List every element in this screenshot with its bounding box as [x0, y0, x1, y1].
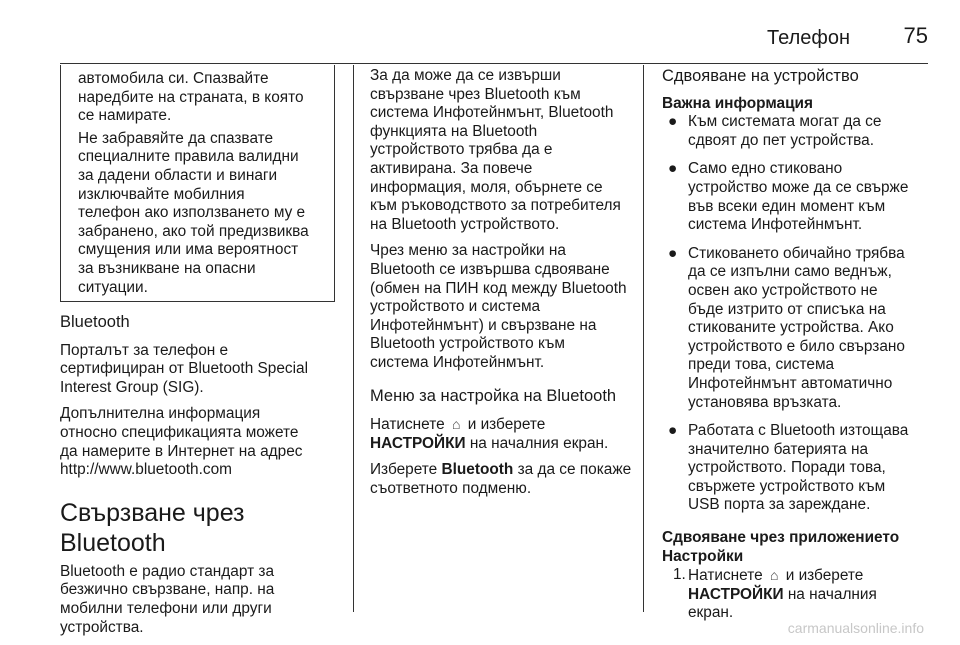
- watermark: carmanualsonline.info: [787, 620, 924, 636]
- bullet-icon: ●: [668, 160, 678, 178]
- column-3: [662, 67, 942, 623]
- list-item: ● Работата с Bluetooth изтощава значително батерията на устройството. Поради това, свържете устройството към USB порта за зареждане.: [668, 422, 909, 514]
- info-list: [662, 113, 942, 515]
- column-2: [370, 67, 640, 506]
- column-divider: [353, 65, 354, 612]
- bluetooth-paragraph: Порталът за телефон е сертифициран от Bluetooth Special Interest Group (SIG).: [60, 341, 309, 396]
- pairing-heading: Сдвояване на устройство: [662, 67, 859, 85]
- list-item: ● Стиковането обичайно трябва да се изпълни само веднъж, освен ако устройството не бъде изтрито от списъка на стикованите устройства. Ако устройството е било свързано преди това, система Инфотейнмънт автоматично установява връзката.: [668, 244, 905, 411]
- settings-label: НАСТРОЙКИ: [370, 434, 466, 452]
- list-item: ● Само едно стиковано устройство може да се свърже във всеки един момент към система Инфотейнмънт.: [668, 160, 909, 234]
- home-icon: ⌂: [451, 416, 461, 433]
- page-title: Телефон: [767, 27, 850, 49]
- app-pairing-heading: Сдвояване чрез приложението Настройки: [662, 529, 900, 565]
- settings-label: НАСТРОЙКИ: [688, 585, 784, 603]
- header-rule: [60, 63, 928, 64]
- bluetooth-info-paragraph: Допълнителна информация относно спецификацията можете да намерите в Интернет на адрес http://www.bluetooth.com: [60, 405, 345, 479]
- steps-list: [662, 566, 942, 623]
- warning-box: [60, 65, 335, 302]
- menu-heading: Меню за настройка на Bluetooth: [370, 386, 617, 405]
- column-divider: [643, 65, 644, 612]
- important-heading: Важна информация: [662, 94, 813, 112]
- bullet-icon: ●: [668, 244, 678, 262]
- list-item: ● Към системата могат да се сдвоят до пет устройства.: [668, 113, 882, 149]
- bluetooth-label: Bluetooth: [441, 461, 514, 479]
- step-number: 1.: [673, 566, 686, 584]
- connect-heading: Свързване чрез Bluetooth: [60, 498, 245, 557]
- page-number: 75: [903, 23, 928, 48]
- home-icon: ⌂: [769, 567, 779, 584]
- warning-paragraph: Не забравяйте да спазвате специалните правила валидни за дадени области и винаги изключвайте мобилния телефон ако използването му е забранено, ако той предизвиква смущения или има вероятност за възникване на опасни ситуации.: [78, 129, 309, 296]
- bullet-icon: ●: [668, 422, 678, 440]
- bluetooth-heading: Bluetooth: [60, 313, 130, 331]
- paragraph: Натиснете ⌂ и изберете НАСТРОЙКИ на началния екран.: [370, 416, 609, 452]
- bullet-icon: ●: [668, 113, 678, 131]
- step-item: 1. Натиснете ⌂ и изберете НАСТРОЙКИ на началния екран.: [673, 566, 877, 622]
- warning-paragraph: автомобила си. Спазвайте наредбите на страната, в която се намирате.: [78, 70, 304, 125]
- paragraph: Изберете Bluetooth за да се покаже съответното подменю.: [370, 461, 632, 497]
- paragraph: Чрез меню за настройки на Bluetooth се извършва сдвояване (обмен на ПИН код между Bluetooth устройството и система Инфотейнмънт) и свързване на Bluetooth устройството към система Инфотейнмънт.: [370, 242, 627, 371]
- connect-paragraph: Bluetooth е радио стандарт за безжично свързване, напр. на мобилни телефони или други устройства.: [60, 562, 275, 636]
- paragraph: За да може да се извърши свързване чрез Bluetooth към система Инфотейнмънт, Bluetooth функцията на Bluetooth устройството трябва да е активирана. За повече информация, моля, обърнете се към ръководството за потребителя на Bluetooth устройството.: [370, 67, 621, 233]
- page-header: [60, 20, 928, 64]
- column-1-body: [60, 313, 345, 645]
- bluetooth-url: http://www.bluetooth.com: [60, 461, 232, 479]
